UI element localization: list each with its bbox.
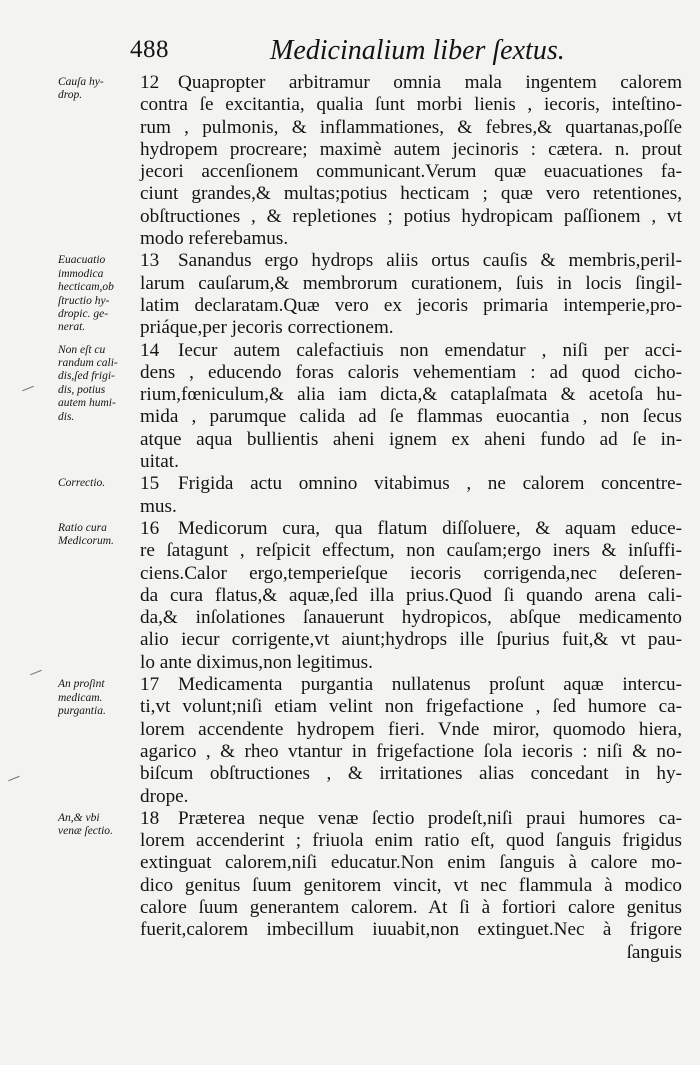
margin-note-line: Ratio cura (58, 522, 107, 534)
line-text: drope. (140, 785, 189, 807)
line-text: ti,vt volunt;niſi etiam velint non frigefactione , ſed humore ca- (140, 696, 682, 718)
line-text: dens , educendo foras caloris vehementiam : ad quod cicho- (140, 361, 682, 383)
text-line (140, 696, 682, 718)
text-line (140, 72, 682, 94)
text-line (140, 206, 682, 228)
margin-note-line: purgantia. (58, 704, 106, 717)
text-line (140, 607, 682, 629)
text-line (140, 540, 682, 562)
line-text: Medicamenta purgantia nullatenus proſunt aquæ intercu- (178, 674, 682, 696)
text-line (140, 340, 682, 362)
margin-note-line: autem humi- (58, 397, 116, 410)
text-line (140, 942, 682, 964)
text-line (140, 362, 682, 384)
text-line (140, 786, 682, 808)
margin-note-line: immodica (58, 267, 104, 280)
paragraph-18 (140, 808, 682, 964)
margin-note (58, 812, 142, 839)
running-title: Medicinalium liber ſextus. (270, 35, 565, 66)
margin-note-line: drop. (58, 89, 83, 102)
margin-note (58, 254, 142, 334)
margin-note-line: An,& vbi (58, 811, 100, 824)
paragraph-15 (140, 473, 682, 518)
text-line (140, 384, 682, 406)
paragraph-14 (140, 340, 682, 474)
text-line (140, 317, 682, 339)
margin-note-line: Medicorum. (58, 535, 114, 548)
line-text: jecori accenſionem communicant.Verum quæ euacuationes fa- (140, 161, 682, 183)
line-text: mida , parumque calida ad ſe flammas euocantia , non ſecus (140, 406, 682, 428)
line-text: priáque,per jecoris correctionem. (140, 317, 394, 339)
text-line (140, 919, 682, 941)
line-text: Sanandus ergo hydrops aliis ortus cauſis & membris,peril- (178, 250, 682, 272)
margin-note (58, 477, 142, 490)
line-text: Frigida actu omnino vitabimus , ne calorem concentre- (178, 473, 682, 495)
text-line (140, 250, 682, 272)
paragraph-number: 16 (140, 517, 160, 539)
line-text: modo referebamus. (140, 228, 289, 250)
margin-note (58, 522, 142, 549)
line-text: da,& inſolationes ſanauerunt hydropicos, abſque medicamento (140, 607, 682, 629)
line-text: Quapropter arbitramur omnia mala ingentem calorem (178, 72, 682, 93)
paragraph-number: 12 (140, 72, 160, 93)
margin-note (58, 76, 142, 103)
margin-note-line: nerat. (58, 321, 86, 334)
line-text: latim declaratam.Quæ vero ex jecoris primaria intemperie,pro- (140, 294, 682, 316)
paragraph-16 (140, 518, 682, 674)
margin-note-line: hecticam,ob (58, 281, 114, 294)
line-text: extinguat calorem,niſi educatur.Non enim ſanguis à calore mo- (140, 852, 682, 874)
margin-note-line: dis. (58, 410, 75, 423)
line-text: lorem accendente hydropem fieri. Vnde miror, quomodo hiera, (140, 718, 682, 740)
line-text: Iecur autem calefactiuis non emendatur , niſi per acci- (178, 339, 682, 361)
margin-note-line: medicam. (58, 691, 103, 704)
line-text: biſcum obſtructiones , & irritationes alias concedant in hy- (140, 763, 682, 785)
text-line (140, 897, 682, 919)
text-line (140, 629, 682, 651)
ink-mark (8, 776, 20, 781)
paragraph-17 (140, 674, 682, 808)
line-text: obſtructiones , & repletiones ; potius hydropicam paſſionem , vt (140, 205, 682, 227)
text-line (140, 652, 682, 674)
line-text: contra ſe excitantia, qualia ſunt morbi lienis , iecoris, inteſtino- (140, 94, 682, 116)
line-text: lo ante diximus,non legitimus. (140, 651, 373, 673)
margin-note (58, 678, 142, 718)
text-line (140, 161, 682, 183)
text-line (140, 585, 682, 607)
line-text: ciens.Calor ergo,temperieſque iecoris corrigenda,nec deſeren- (140, 562, 682, 584)
running-head (130, 36, 690, 72)
line-text: Præterea neque venæ ſectio prodeſt,niſi praui humores ca- (178, 807, 682, 829)
margin-note-line: An proſint (58, 678, 105, 691)
text-line (140, 406, 682, 428)
line-text: alio iecur corrigente,vt aiunt;hydrops ille ſpurius fuit,& vt pau- (140, 629, 682, 651)
line-text: da cura flatus,& aquæ,ſed illa prius.Quod ſi quando arena cali- (140, 584, 682, 606)
text-line (140, 139, 682, 161)
text-line (140, 295, 682, 317)
text-line (140, 563, 682, 585)
text-line (140, 674, 682, 696)
line-text: rium,fœniculum,& alia iam dicta,& cataplaſmata & acetoſa hu- (140, 384, 682, 406)
paragraph-number: 18 (140, 807, 160, 829)
ink-mark (22, 386, 34, 391)
paragraph-number: 13 (140, 250, 160, 272)
margin-note-line: Cauſa hy- (58, 76, 104, 88)
text-line (140, 228, 682, 250)
margin-note (58, 344, 142, 424)
page-number: 488 (130, 36, 169, 63)
line-text: Medicorum cura, qua flatum diſſoluere, & aquam educe- (178, 517, 682, 539)
paragraph-12 (140, 72, 682, 250)
margin-note-line: ſtructio hy- (58, 294, 110, 307)
line-text: calore ſuum generantem calorem. At ſi à fortiori calore genitus (140, 896, 682, 918)
line-text: mus. (140, 495, 177, 517)
margin-note-line: Euacuatio (58, 254, 106, 267)
paragraph-13 (140, 250, 682, 339)
margin-note-line: dis,ſed frigi- (58, 370, 115, 383)
text-line (140, 117, 682, 139)
text-line (140, 518, 682, 540)
text-line (140, 830, 682, 852)
text-line (140, 719, 682, 741)
text-line (140, 429, 682, 451)
text-line (140, 741, 682, 763)
text-line (140, 808, 682, 830)
line-text: re ſatagunt , reſpicit effectum, non cauſam;ergo iners & inſuffi- (140, 540, 682, 562)
text-line (140, 763, 682, 785)
line-text: atque aqua bullientis aheni ignem ex aheni fundo ad ſe in- (140, 428, 682, 450)
main-text-column (140, 72, 682, 964)
line-text: ciunt grandes,& multas;potius hecticam ; quæ vero retentiones, (140, 183, 682, 205)
text-line (140, 183, 682, 205)
paragraph-number: 15 (140, 473, 160, 495)
margin-note-line: dis, potius (58, 383, 106, 396)
line-text: dico genitus ſuum genitorem vincit, vt nec flammula à modico (140, 874, 682, 896)
paragraph-number: 17 (140, 674, 160, 696)
margin-note-line: Correctio. (58, 477, 106, 490)
line-text: rum , pulmonis, & inflammationes, & febres,& quartanas,poſſe (140, 116, 682, 138)
line-text: uitat. (140, 451, 179, 473)
paragraph-number: 14 (140, 339, 160, 361)
text-line (140, 273, 682, 295)
margin-note-line: venæ ſectio. (58, 825, 113, 838)
text-line (140, 875, 682, 897)
ink-mark (30, 670, 42, 675)
line-text: lorem accenderint ; friuola enim ratio eſt, quod ſanguis frigidus (140, 830, 682, 852)
line-text: agarico , & rheo vtantur in frigefactione ſola iecoris : niſi & no- (140, 740, 682, 762)
line-text: ſanguis (626, 941, 682, 963)
margin-note-line: Non eſt cu (58, 343, 106, 356)
text-line (140, 496, 682, 518)
text-line (140, 852, 682, 874)
text-line (140, 451, 682, 473)
text-line (140, 473, 682, 495)
text-line (140, 94, 682, 116)
margin-note-line: randum cali- (58, 357, 118, 369)
line-text: fuerit,calorem imbecillum iuuabit,non extinguet.Nec à frigore (140, 919, 682, 941)
line-text: hydropem procreare; maximè autem jecinoris : cætera. n. prout (140, 138, 682, 160)
line-text: larum cauſarum,& membrorum curationem, ſuis in locis ſingil- (140, 272, 682, 294)
margin-note-line: dropic. ge- (58, 308, 109, 321)
